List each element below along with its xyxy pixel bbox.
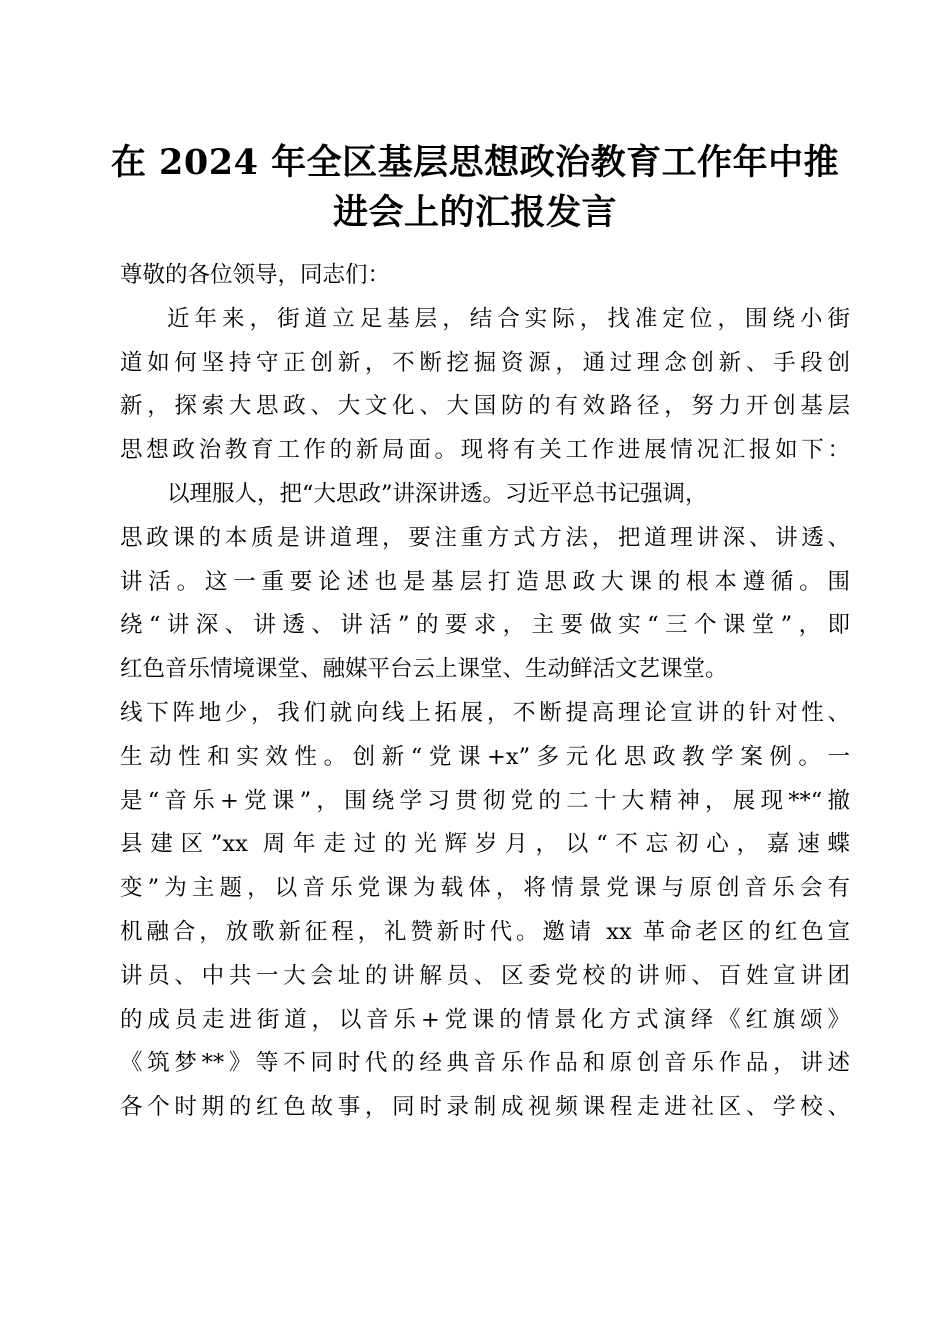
paragraph-line: 新，探索大思政、大文化、大国防的有效路径，努力开创基层	[120, 393, 850, 420]
paragraph-line: 的成员走进街道，以音乐+党课的情景化方式演绎《红旗颂》	[120, 1006, 850, 1033]
paragraph-line: 绕“讲深、讲透、讲活”的要求，主要做实“三个课堂”，即	[120, 612, 850, 639]
paragraph-line: 思政课的本质是讲道理，要注重方式方法，把道理讲深、讲透、	[120, 524, 850, 551]
document-title	[110, 138, 840, 238]
salutation: 尊敬的各位领导，同志们：	[120, 262, 391, 288]
paragraph-line: 是“音乐+党课”，围绕学习贯彻党的二十大精神，展现**“撤	[120, 787, 850, 814]
paragraph-line: 各个时期的红色故事，同时录制成视频课程走进社区、学校、	[120, 1094, 850, 1121]
paragraph-line: 道如何坚持守正创新，不断挖掘资源，通过理念创新、手段创	[120, 349, 850, 376]
paragraph-line: 机融合，放歌新征程，礼赞新时代。邀请 xx 革命老区的红色宣	[120, 918, 850, 945]
document-body	[120, 254, 850, 1130]
paragraph-line: 生动性和实效性。创新“党课+x”多元化思政教学案例。一	[120, 743, 850, 770]
paragraph-line: 讲活。这一重要论述也是基层打造思政大课的根本遵循。围	[120, 568, 850, 595]
title-line-2: 进会上的汇报发言	[332, 192, 617, 233]
paragraph-line: 以理服人，把“大思政”讲深讲透。习近平总书记强调，	[167, 480, 708, 507]
paragraph-line: 变”为主题，以音乐党课为载体，将情景党课与原创音乐会有	[120, 875, 850, 902]
paragraph-line: 《筑梦**》等不同时代的经典音乐作品和原创音乐作品，讲述	[120, 1050, 850, 1077]
paragraph-line: 思想政治教育工作的新局面。现将有关工作进展情况汇报如下：	[120, 437, 850, 464]
paragraph-line: 线下阵地少，我们就向线上拓展，不断提高理论宣讲的针对性、	[120, 699, 850, 726]
paragraph-line: 讲员、中共一大会址的讲解员、区委党校的讲师、百姓宣讲团	[120, 962, 850, 989]
paragraph-line: 县建区”xx 周年走过的光辉岁月，以“不忘初心，嘉速蝶	[120, 831, 850, 858]
paragraph-intro	[120, 298, 850, 473]
paragraph-line: 红色音乐情境课堂、融媒平台云上课堂、生动鲜活文艺课堂。	[120, 656, 728, 683]
paragraph-line: 近年来，街道立足基层，结合实际，找准定位，围绕小街	[167, 305, 850, 332]
title-line-1: 在 2024 年全区基层思想政治教育工作年中推	[110, 142, 840, 183]
paragraph-section-1	[120, 473, 850, 1130]
